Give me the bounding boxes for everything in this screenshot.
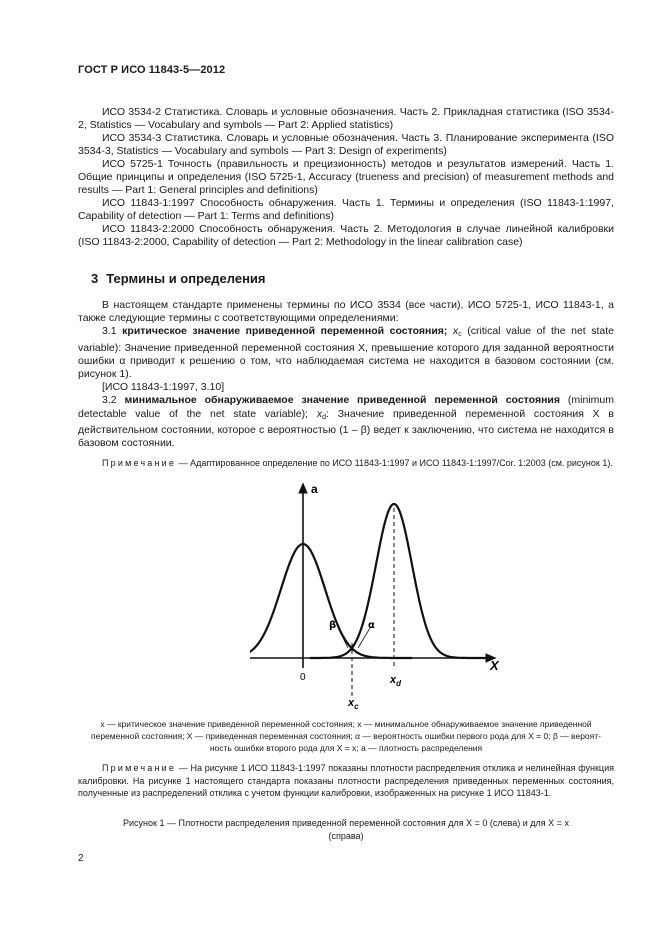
x-axis-label: X [490, 658, 499, 673]
document-header: ГОСТ Р ИСО 11843-5—2012 [78, 64, 226, 76]
definitions-body [78, 299, 614, 450]
term-3-2: 3.2 минимальное обнаруживаемое значение приведенной переменной состояния (minimum detectable value of the net state variable); $x_d$: Значение приведенной переменной состояния X в действительном состоянии, которое с вероятностью (1 – β) ведет к заключению, что система не находится в базовом состоянии. [78, 394, 615, 450]
xd-label: $x_d$ [390, 674, 402, 688]
note-1 [78, 457, 614, 469]
page-number: 2 [78, 853, 84, 864]
y-axis-label: a [311, 482, 318, 496]
note-text: — На рисунке 1 ИСО 11843-1:1997 показаны плотности распределения отклика и нелинейная функция калибровки. На рисунке 1 настоящего стандарта показаны плотности распределения приведенных переменных состояния, полученные из распределений отклика с учетом функции калибровки, изображенных на рисунке 1 ИСО 11843-1. [78, 763, 614, 798]
legend-line: x — критическое значение приведенной переменной состояния; x — минимальное обнаруживаемое значение приведенной [100, 719, 592, 729]
caption-line: Рисунок 1 — Плотности распределения приведенной переменной состояния для X = 0 (слева) и для X = x [123, 818, 569, 828]
legend-line: переменной состояния; X — приведенная переменная состояния; α — вероятность ошибки первого рода для X = 0; β — вероят- [91, 731, 601, 741]
beta-pointer [338, 628, 348, 648]
zero-label: 0 [300, 672, 306, 683]
reference-item: ИСО 3534-3 Статистика. Словарь и условные обозначения. Часть 3. Планирование эксперимента (ISO 3534-3, Statistics — Vocabulary and symbols — Part 3: Design of experiments) [78, 132, 614, 157]
density-curve-xd [310, 504, 490, 658]
figure-legend [78, 718, 614, 754]
figure-caption [78, 817, 614, 842]
term-name: минимальное обнаруживаемое значение приведенной переменной состояния [124, 394, 560, 407]
section-number: 3 [91, 271, 99, 286]
caption-line: (справа) [328, 830, 364, 841]
reference-item: ИСО 11843-1:1997 Способность обнаружения. Часть 1. Термины и определения (ISO 11843-1:1997, Capability of detection — Part 1: Terms and definitions) [78, 197, 614, 222]
density-curve-x0 [250, 544, 412, 658]
reference-item: ИСО 11843-2:2000 Способность обнаружения. Часть 2. Методология в случае линейной калибровки (ISO 11843-2:2000, Capability of detection — Part 2: Methodology in the linear calibration case) [78, 223, 614, 248]
density-figure [250, 478, 520, 718]
section-title: Термины и определения [106, 271, 266, 286]
term-source: [ИСО 11843-1:1997, 3.10] [102, 381, 225, 394]
note-2 [78, 762, 614, 800]
normative-references [78, 106, 614, 249]
note-label: Примечание [102, 458, 177, 468]
note-label: Примечание [102, 763, 177, 773]
intro-paragraph: В настоящем стандарте применены термины по ИСО 3534 (все части), ИСО 5725-1, ИСО 11843-1, а также следующие термины с соответствующими определениями: [78, 299, 614, 325]
legend-line: ность ошибки второго рода для X = x; a — плотность распределения [209, 743, 483, 753]
note-text: — Адаптированное определение по ИСО 11843-1:1997 и ИСО 11843-1:1997/Cor. 1:2003 (см. рисунок 1). [178, 458, 613, 468]
alpha-label: α [368, 620, 375, 631]
beta-label: β [329, 620, 337, 631]
term-name: критическое значение приведенной переменной состояния; [122, 325, 448, 338]
reference-item: ИСО 5725-1 Точность (правильность и прецизионность) методов и результатов измерений. Часть 1. Общие принципы и определения (ISO 5725-1, Accuracy (trueness and precision) of measurement methods and results — Part 1: General principles and definitions) [78, 158, 614, 196]
reference-item: ИСО 3534-2 Статистика. Словарь и условные обозначения. Часть 2. Прикладная статистика (ISO 3534-2, Statistics — Vocabulary and symbols — Part 2: Applied statistics) [78, 106, 615, 131]
term-3-1: 3.1 критическое значение приведенной переменной состояния; $x_c$ (critical value of the net state variable): Значение приведенной переменной состояния X, превышение которого для заданной вероятности ошибки α приводит к решению о том, что наблюдаемая система не находится в базовом состоянии (см. рисунок 1). [78, 325, 614, 381]
xc-label: $x_c$ [348, 697, 359, 711]
section-heading [91, 271, 266, 286]
